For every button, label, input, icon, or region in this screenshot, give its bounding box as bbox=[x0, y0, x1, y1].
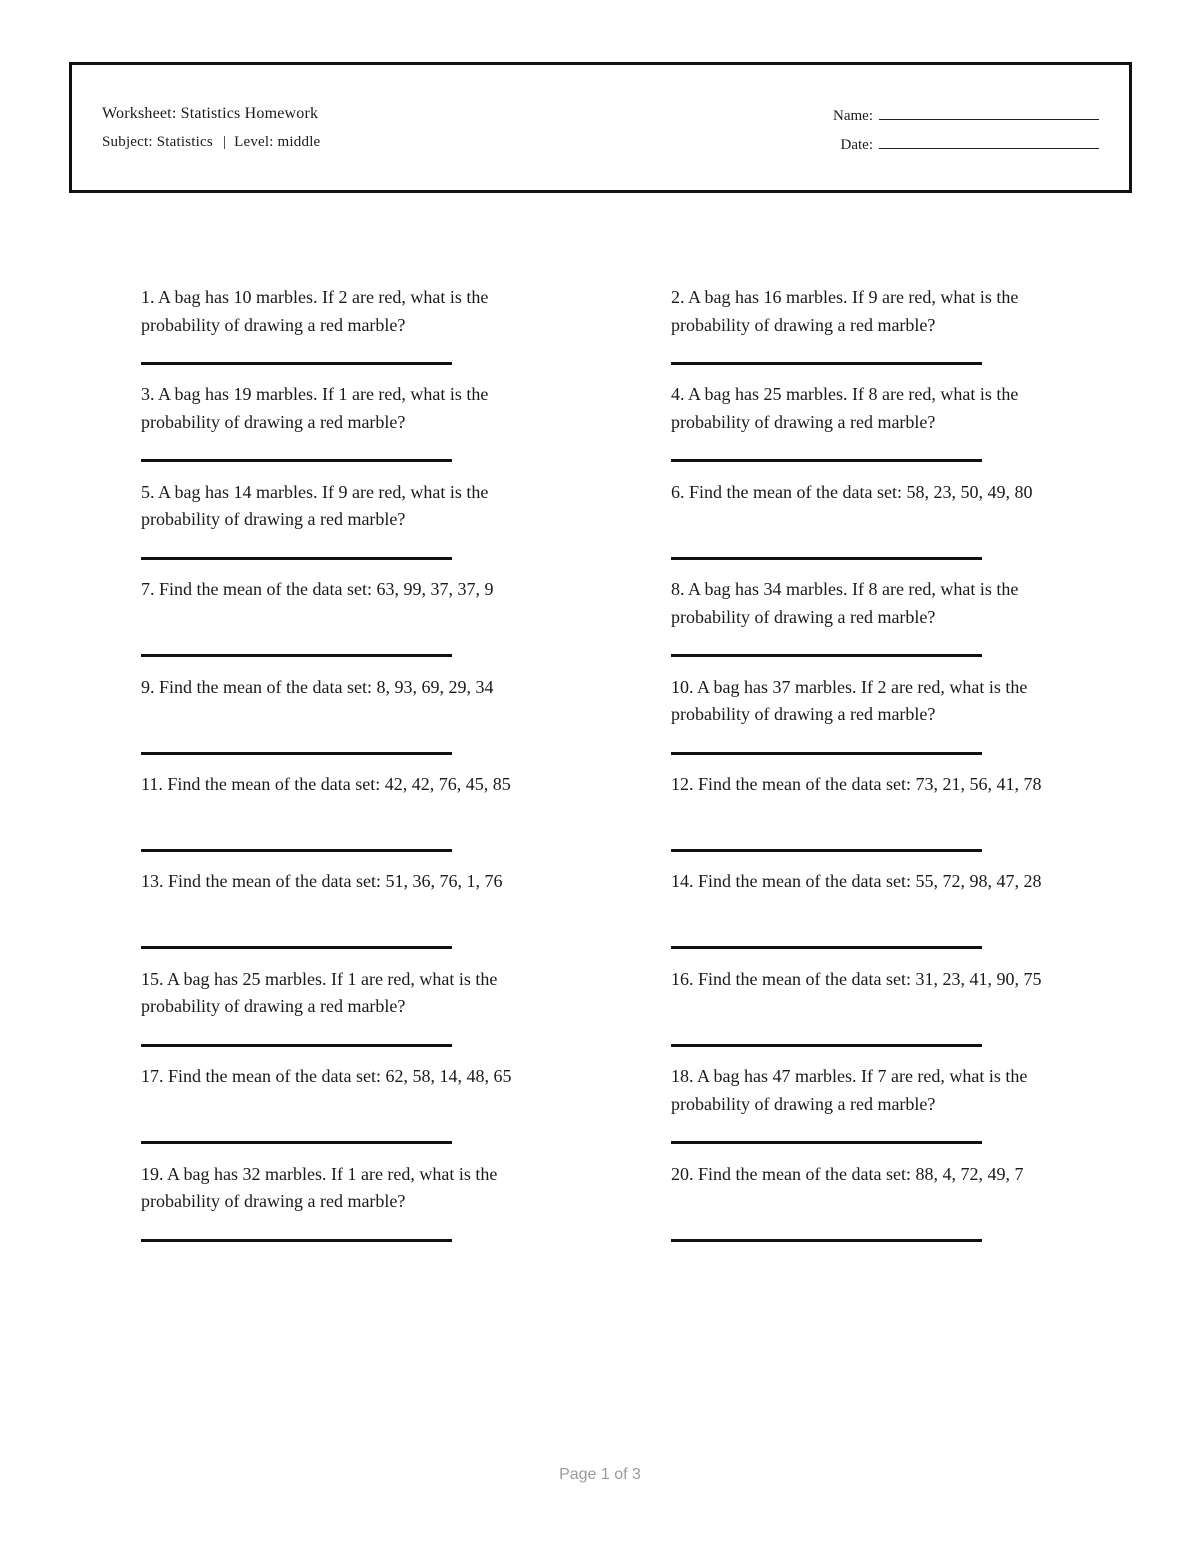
question-text: 10. A bag has 37 marbles. If 2 are red, what is the probability of drawing a red marble? bbox=[671, 676, 1028, 725]
answer-line[interactable] bbox=[671, 557, 982, 560]
subject-label: Subject: Statistics bbox=[102, 134, 213, 150]
answer-line[interactable] bbox=[671, 654, 982, 657]
question-text: 18. A bag has 47 marbles. If 7 are red, what is the probability of drawing a red marble? bbox=[671, 1066, 1028, 1114]
answer-line[interactable] bbox=[141, 1044, 452, 1047]
date-blank[interactable] bbox=[879, 134, 1099, 149]
question-item bbox=[671, 674, 1101, 771]
question-item bbox=[671, 284, 1101, 381]
question-text: 3. A bag has 19 marbles. If 1 are red, what is the probability of drawing a red marble? bbox=[141, 384, 489, 432]
worksheet-title: Worksheet: Statistics Homework bbox=[102, 105, 319, 122]
answer-line[interactable] bbox=[671, 459, 982, 462]
question-text: 14. Find the mean of the data set: 55, 72, 98, 47, 28 bbox=[671, 871, 1042, 892]
answer-line[interactable] bbox=[671, 1141, 982, 1144]
question-item bbox=[671, 966, 1101, 1063]
answer-line[interactable] bbox=[671, 1239, 982, 1242]
answer-line[interactable] bbox=[141, 654, 452, 657]
question-text: 8. A bag has 34 marbles. If 8 are red, what is the probability of drawing a red marble? bbox=[671, 579, 1019, 627]
question-item bbox=[671, 1063, 1101, 1160]
question-text: 19. A bag has 32 marbles. If 1 are red, what is the probability of drawing a red marble? bbox=[141, 1163, 498, 1212]
answer-line[interactable] bbox=[141, 557, 452, 560]
date-label: Date: bbox=[840, 137, 873, 153]
question-item bbox=[141, 479, 571, 576]
answer-line[interactable] bbox=[141, 946, 452, 949]
answer-line[interactable] bbox=[141, 459, 452, 462]
name-label: Name: bbox=[833, 108, 873, 124]
question-item bbox=[141, 284, 571, 381]
question-item bbox=[671, 868, 1101, 965]
question-text: 9. Find the mean of the data set: 8, 93, 69, 29, 34 bbox=[141, 676, 494, 697]
question-text: 1. A bag has 10 marbles. If 2 are red, what is the probability of drawing a red marble? bbox=[141, 287, 489, 335]
level-label: Level: middle bbox=[234, 134, 321, 150]
question-item bbox=[141, 868, 571, 965]
question-item bbox=[671, 771, 1101, 868]
question-text: 16. Find the mean of the data set: 31, 23, 41, 90, 75 bbox=[671, 968, 1042, 989]
answer-line[interactable] bbox=[141, 1239, 452, 1242]
answer-line[interactable] bbox=[671, 1044, 982, 1047]
answer-line[interactable] bbox=[671, 946, 982, 949]
question-grid bbox=[141, 284, 1101, 1258]
question-text: 20. Find the mean of the data set: 88, 4, 72, 49, 7 bbox=[671, 1163, 1024, 1184]
question-text: 5. A bag has 14 marbles. If 9 are red, what is the probability of drawing a red marble? bbox=[141, 481, 489, 530]
worksheet-meta bbox=[102, 134, 320, 151]
question-item bbox=[141, 576, 571, 673]
answer-line[interactable] bbox=[671, 362, 982, 365]
question-text: 15. A bag has 25 marbles. If 1 are red, what is the probability of drawing a red marble? bbox=[141, 968, 498, 1017]
meta-separator: | bbox=[222, 134, 227, 150]
question-item bbox=[671, 479, 1101, 576]
question-item bbox=[141, 1161, 571, 1258]
question-item bbox=[141, 771, 571, 868]
question-text: 17. Find the mean of the data set: 62, 58, 14, 48, 65 bbox=[141, 1066, 512, 1087]
question-text: 4. A bag has 25 marbles. If 8 are red, what is the probability of drawing a red marble? bbox=[671, 384, 1019, 432]
question-text: 13. Find the mean of the data set: 51, 36, 76, 1, 76 bbox=[141, 871, 503, 892]
question-item bbox=[141, 381, 571, 478]
date-field[interactable] bbox=[841, 134, 1099, 154]
question-item bbox=[671, 576, 1101, 673]
name-field[interactable] bbox=[833, 105, 1099, 125]
question-item bbox=[141, 966, 571, 1063]
question-item bbox=[671, 1161, 1101, 1258]
page-number: Page 1 of 3 bbox=[559, 1466, 641, 1483]
question-text: 6. Find the mean of the data set: 58, 23, 50, 49, 80 bbox=[671, 481, 1033, 502]
answer-line[interactable] bbox=[141, 849, 452, 852]
answer-line[interactable] bbox=[141, 362, 452, 365]
question-text: 2. A bag has 16 marbles. If 9 are red, what is the probability of drawing a red marble? bbox=[671, 287, 1019, 335]
answer-line[interactable] bbox=[141, 1141, 452, 1144]
name-blank[interactable] bbox=[879, 105, 1099, 120]
question-text: 7. Find the mean of the data set: 63, 99, 37, 37, 9 bbox=[141, 579, 494, 600]
question-item bbox=[141, 1063, 571, 1160]
question-item bbox=[141, 674, 571, 771]
question-item bbox=[671, 381, 1101, 478]
answer-line[interactable] bbox=[141, 752, 452, 755]
answer-line[interactable] bbox=[671, 849, 982, 852]
answer-line[interactable] bbox=[671, 752, 982, 755]
worksheet-header bbox=[69, 62, 1132, 193]
question-text: 12. Find the mean of the data set: 73, 21, 56, 41, 78 bbox=[671, 773, 1042, 794]
question-text: 11. Find the mean of the data set: 42, 42, 76, 45, 85 bbox=[141, 773, 511, 794]
